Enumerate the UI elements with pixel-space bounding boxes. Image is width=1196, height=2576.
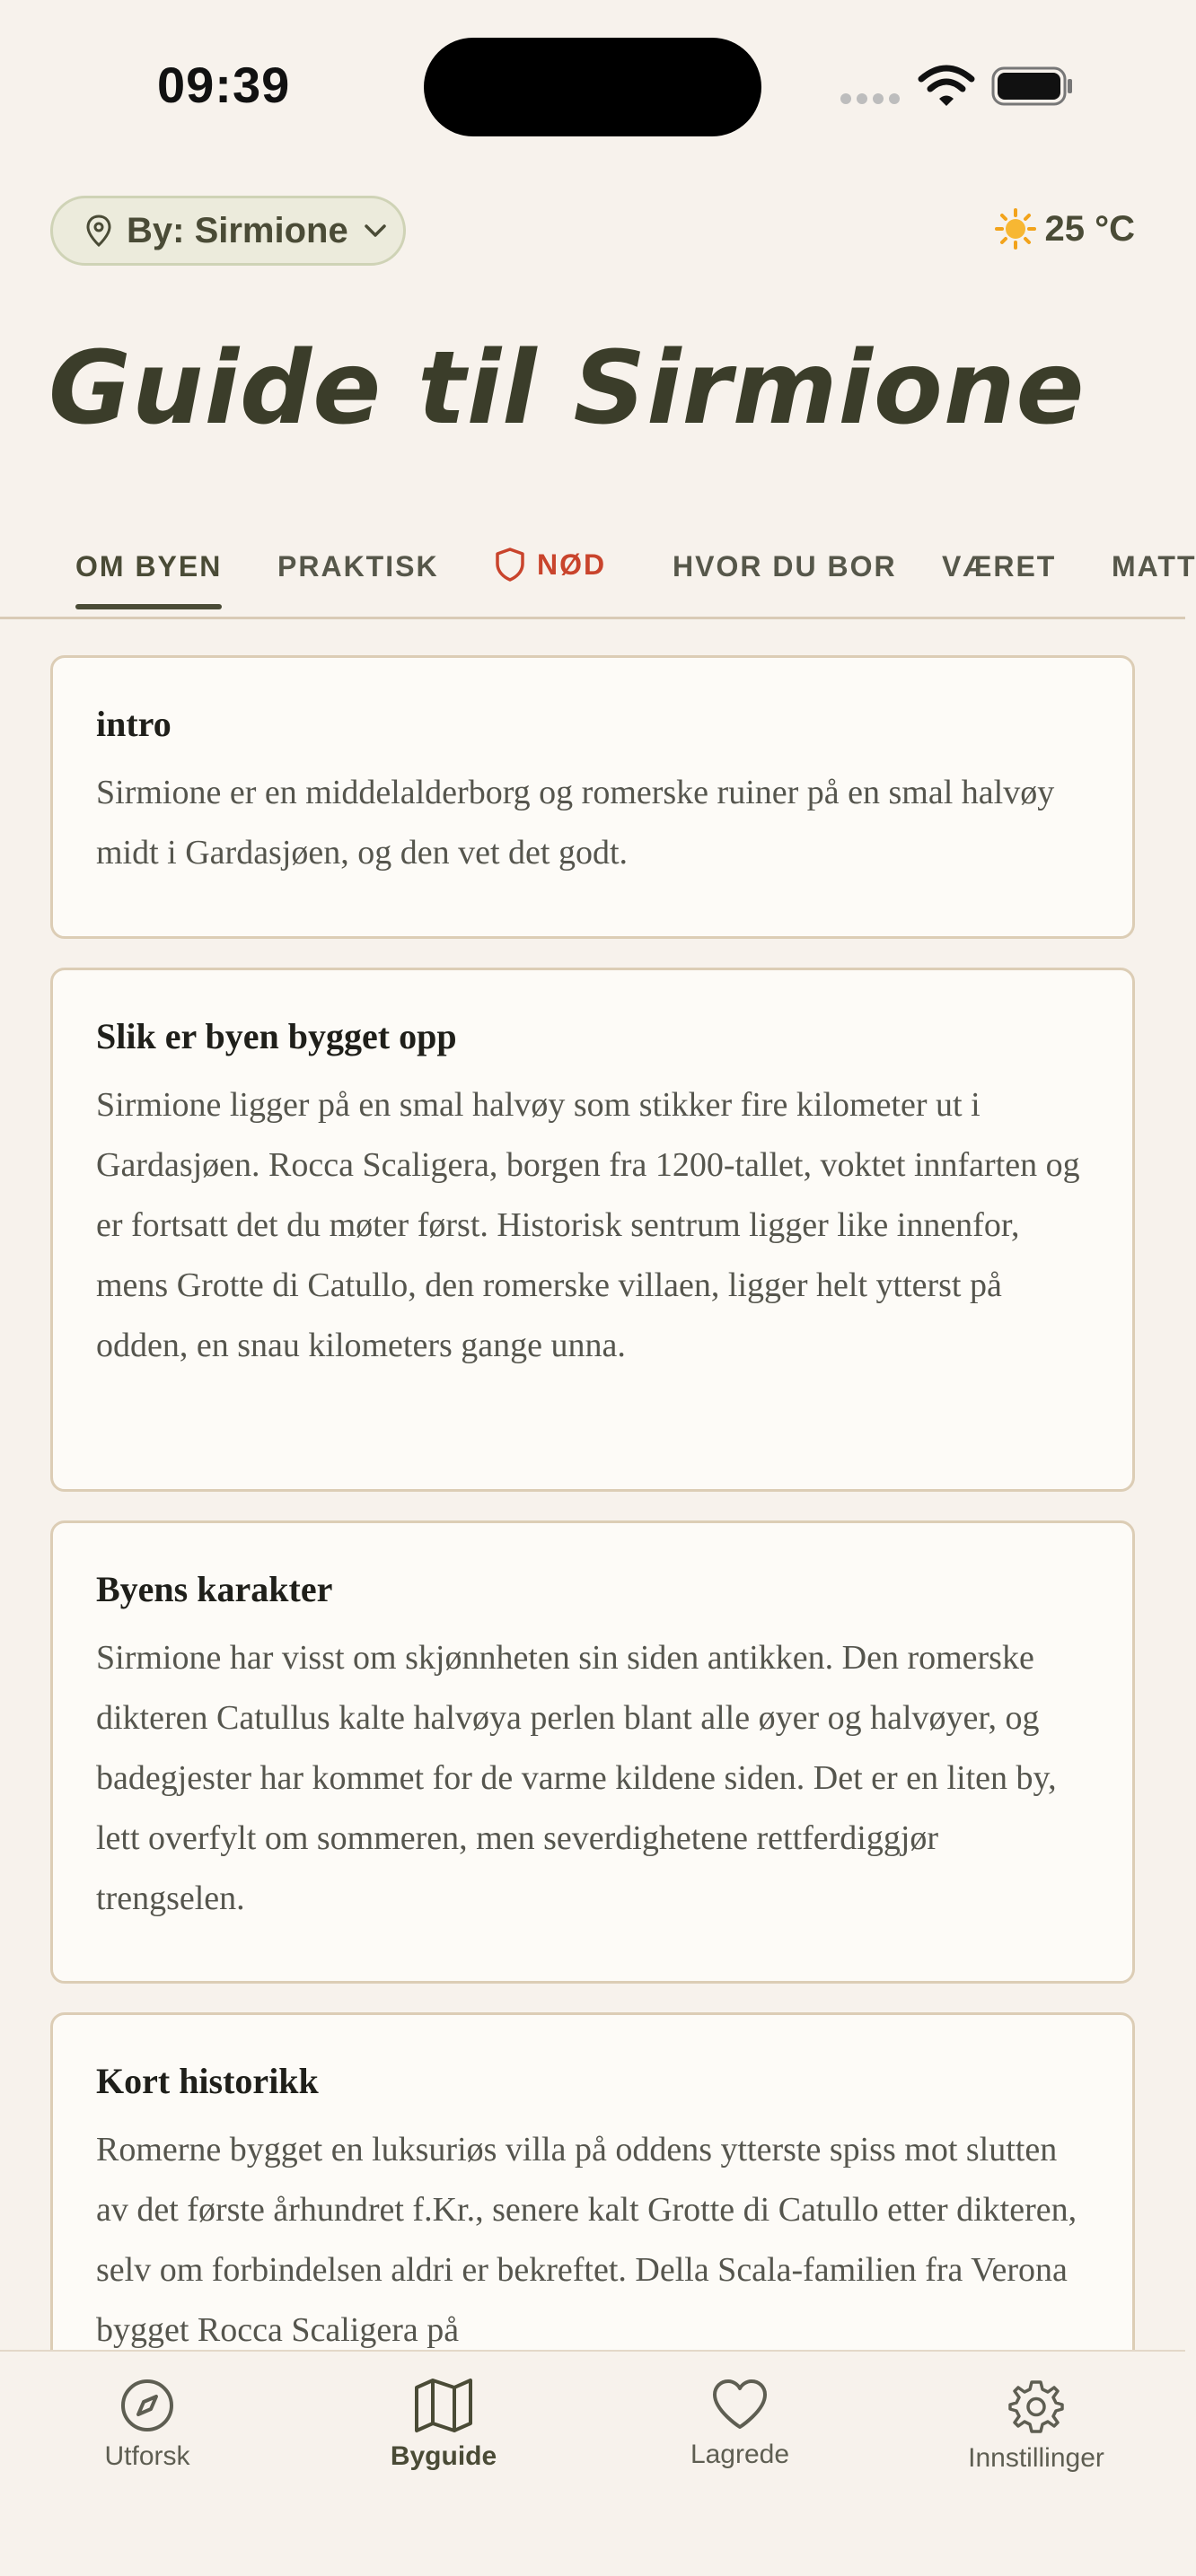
tab-matt[interactable]: MATT	[1112, 550, 1196, 583]
nav-innstillinger-label: Innstillinger	[968, 2443, 1104, 2473]
section-body: Romerne bygget en luksuriøs villa på oddens ytterste spiss mot slutten av det første århundret f.Kr., senere kalt Grotte di Catullo etter dikteren, selv om forbindelsen aldri er bekreftet. Della Scala-familien fra Verona bygget Rocca Scaligera på	[96, 2131, 1077, 2349]
heart-icon	[710, 2377, 769, 2432]
bottom-navigation	[0, 2350, 1185, 2576]
nav-byguide[interactable]	[327, 2377, 560, 2472]
nav-utforsk-label: Utforsk	[104, 2441, 190, 2471]
nav-lagrede[interactable]	[623, 2377, 857, 2470]
page-title: Guide til Sirmione	[48, 330, 1086, 447]
content-scroll-area[interactable]	[0, 619, 1185, 2350]
section-tabs	[0, 525, 1196, 619]
section-card-intro	[50, 655, 1135, 939]
status-time: 09:39	[157, 57, 291, 113]
cellular-signal-icon	[840, 93, 900, 104]
section-heading: Kort historikk	[96, 2061, 319, 2101]
nav-lagrede-label: Lagrede	[690, 2440, 790, 2469]
tab-hvor-du-bor[interactable]: HVOR DU BOR	[673, 550, 897, 583]
shield-icon	[494, 547, 526, 583]
compass-icon	[119, 2377, 176, 2434]
nav-utforsk[interactable]	[31, 2377, 264, 2472]
city-selector-label: By: Sirmione	[127, 210, 348, 250]
wifi-icon	[918, 63, 975, 108]
section-body: Sirmione er en middelalderborg og romerske ruiner på en smal halvøy midt i Gardasjøen, og den vet det godt.	[96, 774, 1055, 872]
map-icon	[413, 2377, 474, 2434]
nav-innstillinger[interactable]	[919, 2377, 1153, 2474]
city-selector[interactable]	[50, 196, 406, 266]
tab-nod-label: NØD	[537, 548, 607, 581]
weather-indicator[interactable]	[995, 208, 1136, 250]
battery-icon	[991, 66, 1074, 106]
location-pin-icon	[85, 214, 112, 248]
weather-temperature: 25 °C	[1044, 208, 1135, 249]
section-heading: intro	[96, 704, 171, 744]
section-card-layout	[50, 968, 1135, 1492]
sun-icon	[995, 208, 1036, 250]
section-body: Sirmione ligger på en smal halvøy som stikker fire kilometer ut i Gardasjøen. Rocca Scaligera, borgen fra 1200-tallet, voktet innfarten og er fortsatt det du møter først. Historisk sentrum ligger like innenfor, mens Grotte di Catullo, den romerske villaen, ligger helt ytterst på odden, en snau kilometers gange unna.	[96, 1086, 1080, 1364]
dynamic-island	[424, 38, 761, 136]
section-heading: Slik er byen bygget opp	[96, 1016, 457, 1056]
section-heading: Byens karakter	[96, 1569, 333, 1609]
section-card-character	[50, 1520, 1135, 1984]
tab-om-byen[interactable]: OM BYEN	[75, 550, 223, 583]
nav-byguide-label: Byguide	[390, 2441, 497, 2471]
tab-vaeret[interactable]: VÆRET	[942, 550, 1057, 583]
gear-icon	[1007, 2377, 1066, 2436]
section-body: Sirmione har visst om skjønnheten sin siden antikken. Den romerske dikteren Catullus kalte halvøya perlen blant alle øyer og halvøyer, og badegjester har kommet for de varme kildene siden. Det er en liten by, lett overfylt om sommeren, men severdighetene rettferdiggjør trengselen.	[96, 1639, 1057, 1917]
tab-nod[interactable]	[494, 547, 606, 583]
tab-praktisk[interactable]: PRAKTISK	[277, 550, 439, 583]
chevron-down-icon	[363, 222, 388, 240]
